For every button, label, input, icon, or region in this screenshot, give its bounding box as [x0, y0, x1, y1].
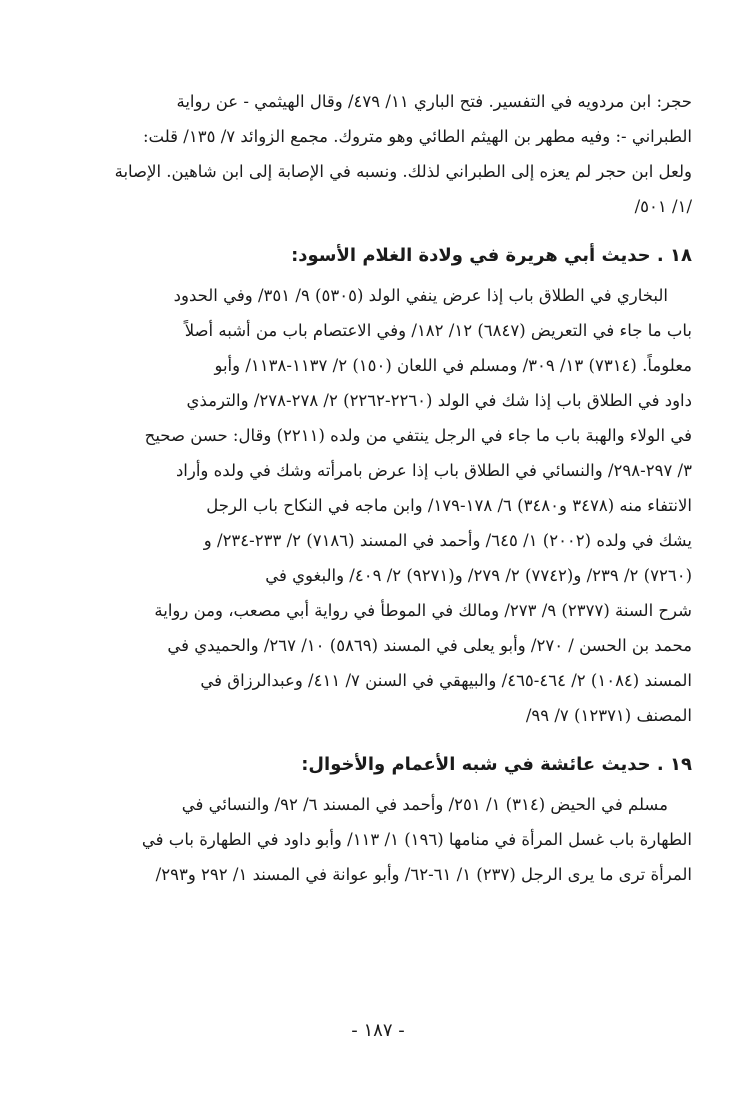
section-19: [92, 747, 692, 892]
text-line: شرح السنة (٢٣٧٧) ٩/ ٢٧٣/ ومالك في الموطأ في رواية أبي مصعب، ومن رواية: [154, 601, 692, 620]
text-line: محمد بن الحسن / ٢٧٠/ وأبو يعلى في المسند (٥٨٦٩) ١٠/ ٢٦٧/ والحميدي في: [167, 636, 692, 655]
text-line: /١/ ٥٠١/: [634, 197, 692, 216]
text-line: ولعل ابن حجر لم يعزه إلى الطبراني لذلك. ونسبه في الإصابة إلى ابن شاهين. الإصابة: [114, 162, 692, 181]
text-line: باب ما جاء في التعريض (٦٨٤٧) ١٢/ ١٨٢/ وفي الاعتصام باب من أشبه أصلاً: [184, 321, 692, 340]
section-heading: ١٩ . حديث عائشة في شبه الأعمام والأخوال:: [301, 754, 692, 775]
intro-paragraph: [92, 84, 692, 224]
text-line: يشك في ولده (٢٠٠٢) ١/ ٦٤٥/ وأحمد في المسند (٧١٨٦) ٢/ ٢٣٣-٢٣٤/ و: [203, 531, 692, 550]
page-number: - ١٨٧ -: [351, 1020, 405, 1041]
text-line: معلوماً. (٧٣١٤) ١٣/ ٣٠٩/ ومسلم في اللعان (١٥٠) ٢/ ١١٣٧-١١٣٨/ وأبو: [214, 356, 692, 375]
text-line: الطبراني -: وفيه مطهر بن الهيثم الطائي وهو متروك. مجمع الزوائد ٧/ ١٣٥/ قلت:: [142, 127, 692, 146]
text-line: المرأة ترى ما يرى الرجل (٢٣٧) ١/ ٦١-٦٢/ وأبو عوانة في المسند ١/ ٢٩٢ و٢٩٣/: [155, 865, 692, 884]
text-line: المصنف (١٢٣٧١) ٧/ ٩٩/: [525, 706, 692, 725]
text-line: الطهارة باب غسل المرأة في منامها (١٩٦) ١/ ١١٣/ وأبو داود في الطهارة باب في: [141, 830, 692, 849]
text-line: الانتفاء منه (٣٤٧٨ و٣٤٨٠) ٦/ ١٧٨-١٧٩/ وابن ماجه في النكاح باب الرجل: [206, 496, 692, 515]
text-line: داود في الطلاق باب إذا شك في الولد (٢٢٦٠-٢٢٦٢) ٢/ ٢٧٨-٢٧٨/ والترمذي: [186, 391, 692, 410]
section-18: [92, 238, 692, 733]
text-line: المسند (١٠٨٤) ٢/ ٤٦٤-٤٦٥/ والبيهقي في السنن ٧/ ٤١١/ وعبدالرزاق في: [200, 671, 692, 690]
text-line: ٣/ ٢٩٧-٢٩٨/ والنسائي في الطلاق باب إذا عرض بامرأته وشك في ولده وأراد: [175, 461, 692, 480]
text-line: في الولاء والهبة باب ما جاء في الرجل ينتفي من ولده (٢٢١١) وقال: حسن صحيح: [144, 426, 692, 445]
text-line: (٧٢٦٠) ٢/ ٢٣٩/ و(٧٧٤٢) ٢/ ٢٧٩/ و(٩٢٧١) ٢/ ٤٠٩/ والبغوي في: [265, 566, 692, 585]
text-line: البخاري في الطلاق باب إذا عرض ينفي الولد (٥٣٠٥) ٩/ ٣٥١/ وفي الحدود: [173, 286, 668, 305]
page-body: [92, 84, 692, 892]
text-line: مسلم في الحيض (٣١٤) ١/ ٢٥١/ وأحمد في المسند ٦/ ٩٢/ والنسائي في: [181, 795, 668, 814]
text-line: حجر: ابن مردويه في التفسير. فتح الباري ١١/ ٤٧٩/ وقال الهيثمي - عن رواية: [176, 92, 692, 111]
section-heading: ١٨ . حديث أبي هريرة في ولادة الغلام الأسود:: [291, 245, 692, 266]
